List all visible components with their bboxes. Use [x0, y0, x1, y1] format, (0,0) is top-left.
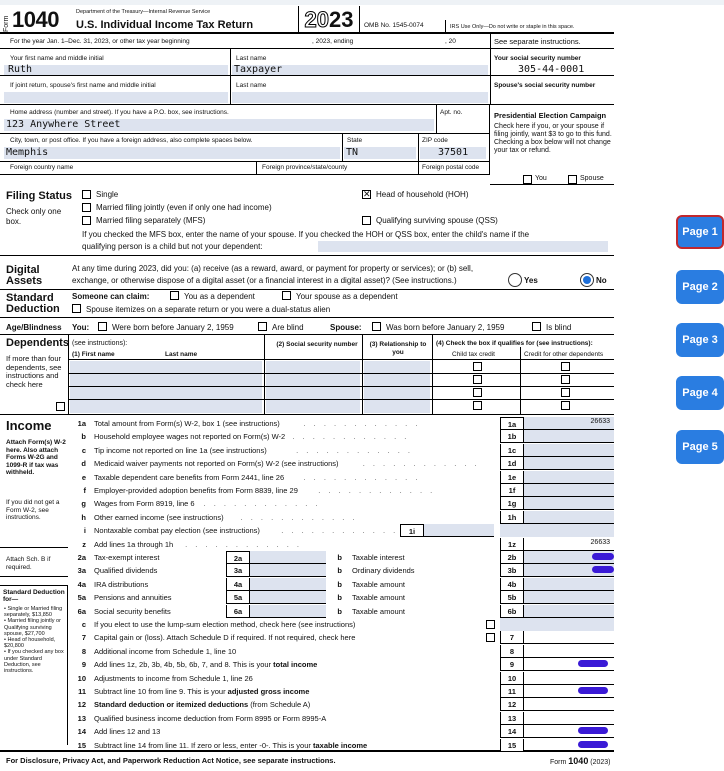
line-number: z	[82, 539, 86, 549]
leader-dots: . . . . . . . . . . . .	[292, 432, 410, 442]
single-label: Single	[96, 190, 119, 199]
capital-gain-checkbox[interactable]	[486, 633, 495, 642]
dep1-odc-checkbox[interactable]	[561, 362, 570, 371]
line-text: Adjustments to income from Schedule 1, line 26	[94, 673, 253, 683]
line-description: Add lines 1a through 1h	[94, 539, 174, 549]
line-amount[interactable]	[524, 497, 614, 510]
dep-ssn-fields[interactable]	[266, 361, 360, 413]
dep-name-fields[interactable]	[70, 361, 262, 413]
first-name-field[interactable]: Ruth	[8, 64, 33, 75]
digital-title-1: Digital	[6, 264, 40, 276]
line-box-label: 7	[500, 631, 524, 644]
zip-label: ZIP code	[422, 137, 448, 144]
dep1-ctc-checkbox[interactable]	[473, 362, 482, 371]
line-box-label: 6b	[500, 605, 524, 618]
line-number: 2a	[77, 553, 86, 562]
line-amount[interactable]	[250, 564, 326, 577]
dep-col-last: Last name	[165, 351, 198, 358]
pec-spouse-label: Spouse	[580, 175, 604, 182]
redacted-value	[578, 741, 608, 748]
page-3-button[interactable]: Page 3	[676, 323, 724, 357]
age-blind-title: Age/Blindness	[6, 323, 62, 332]
line-box-label: 14	[500, 725, 524, 738]
spouse-itemizes-checkbox[interactable]	[72, 304, 81, 313]
form-word: Form	[3, 15, 10, 32]
city-field[interactable]: Memphis	[6, 147, 49, 158]
single-checkbox[interactable]	[82, 190, 91, 199]
redacted-value	[592, 566, 614, 573]
you-born-label: Were born before January 2, 1959	[112, 323, 234, 332]
digital-no-label: No	[596, 276, 607, 285]
you-dependent-label: You as a dependent	[184, 292, 255, 301]
line-amount[interactable]	[250, 605, 326, 618]
line-description: Taxable amount	[352, 593, 405, 603]
line-amount[interactable]	[524, 712, 614, 725]
line-box-label: 5b	[500, 591, 524, 604]
line-number: 9	[81, 660, 86, 670]
line-amount[interactable]	[524, 591, 614, 604]
std-deduction-note	[0, 585, 68, 745]
line-description	[94, 633, 355, 642]
mfs-checkbox[interactable]	[82, 216, 91, 225]
line-description: Social security benefits	[94, 606, 171, 616]
pec-you-checkbox[interactable]	[523, 175, 532, 184]
line-number: 11	[78, 687, 86, 696]
footer-form-prefix: Form	[550, 759, 567, 766]
lump-sum-checkbox[interactable]	[486, 620, 495, 629]
line-box-label: 9	[500, 658, 524, 671]
line-amount[interactable]	[250, 551, 326, 564]
spouse-row	[0, 76, 614, 105]
line-number: 10	[77, 673, 86, 683]
tax-year	[298, 6, 360, 34]
line-emphasis: Standard deduction or itemized deductions	[94, 700, 249, 710]
line-amount[interactable]: 26633	[524, 417, 614, 430]
mfj-label: Married filing jointly (even if only one had income)	[96, 203, 272, 212]
leader-dots: . . . . . . . . . . . .	[362, 459, 480, 469]
spouse-dependent-checkbox[interactable]	[282, 291, 291, 300]
presidential-campaign	[490, 105, 614, 185]
ssn-field[interactable]: 305-44-0001	[518, 64, 585, 75]
line-description: Nontaxable combat pay election (see instructions)	[94, 526, 260, 536]
last-name-field[interactable]: Taxpayer	[234, 64, 283, 75]
line-sub-letter: b	[337, 606, 342, 616]
line-number: 7	[81, 633, 86, 643]
shaded-gap	[500, 618, 614, 631]
line-description: Taxable amount	[352, 579, 405, 589]
line-box-label: 4b	[500, 578, 524, 591]
std-note-title: Standard Deduction for—	[3, 589, 65, 603]
age-you-label: You:	[72, 323, 90, 332]
line-description: Taxable interest	[352, 553, 405, 562]
line-amount[interactable]	[524, 605, 614, 618]
leader-dots: . . . . . . . . . . . .	[303, 472, 421, 482]
foreign-country-label: Foreign country name	[10, 164, 74, 171]
state-label: State	[347, 137, 363, 144]
line-1i-box: 1i	[400, 524, 424, 537]
mfs-label: Married filing separately (MFS)	[96, 216, 206, 225]
hoh-checkbox[interactable]	[362, 190, 371, 199]
line-number: d	[81, 459, 86, 469]
line-description: Tip income not reported on line 1a (see instructions)	[94, 445, 267, 455]
line-box-label: 1c	[500, 444, 524, 457]
department-label: Department of the Treasury—Internal Revenue Service	[76, 9, 211, 15]
line-description	[94, 727, 160, 736]
line-description: Household employee wages not reported on Form(s) W-2	[94, 432, 286, 442]
std-title-1: Standard	[6, 292, 54, 304]
leader-dots: . . . . . . . . . . . .	[303, 419, 421, 428]
line-box-label: 15	[500, 739, 524, 752]
redacted-value	[578, 687, 608, 694]
line-box-label: 11	[500, 685, 524, 698]
footer-notice: For Disclosure, Privacy Act, and Paperwork Reduction Act Notice, see separate instructions.	[6, 756, 336, 765]
someone-can-claim: Someone can claim:	[72, 292, 150, 301]
schb-note	[0, 547, 68, 577]
schb-text: Attach Sch. B if required.	[6, 556, 51, 571]
form-header	[0, 4, 614, 34]
leader-dots: . . . . . . . . . . . .	[185, 539, 303, 549]
line-amount[interactable]	[524, 698, 614, 711]
line-amount[interactable]	[250, 578, 326, 591]
foreign-postal-label: Foreign postal code	[422, 164, 480, 171]
line-description	[94, 660, 317, 669]
dep2-ctc-checkbox[interactable]	[473, 375, 482, 384]
dep-col-first: (1) First name	[72, 351, 115, 358]
see-separate-label: See separate instructions.	[494, 37, 581, 46]
line-sub-letter: b	[337, 566, 342, 576]
line-box-label: 1f	[500, 484, 524, 497]
line-text: Qualified business income deduction from Form 8995 or Form 8995-A	[94, 713, 327, 723]
dependents-title: Dependents	[6, 337, 69, 349]
redacted-value	[592, 553, 614, 560]
line-description: Tax-exempt interest	[94, 553, 160, 562]
digital-yes-radio[interactable]	[508, 273, 522, 287]
line-number: 5a	[77, 593, 86, 603]
more-dependents-checkbox[interactable]	[56, 402, 65, 411]
digital-no-radio[interactable]	[580, 273, 594, 287]
line-amount[interactable]	[250, 591, 326, 604]
ending-label: , 2023, ending	[312, 38, 354, 45]
line-text: If you elect to use the lump-sum election method, check here (see instructions)	[94, 620, 356, 629]
line-amount[interactable]	[524, 444, 614, 457]
line-box-label: 5a	[226, 591, 250, 604]
year-prefix: 20	[304, 7, 329, 32]
income-title: Income	[6, 418, 52, 433]
line-amount[interactable]: 26633	[524, 538, 614, 551]
spouse-blind-label: Is blind	[546, 323, 572, 332]
line-box-label: 2a	[226, 551, 250, 564]
line-amount[interactable]	[524, 471, 614, 484]
omb-number: OMB No. 1545-0074	[364, 22, 424, 29]
line-number: b	[81, 432, 86, 442]
spouse-blind-checkbox[interactable]	[532, 322, 541, 331]
zip-field[interactable]: 37501	[438, 147, 469, 158]
tax-year-row	[0, 34, 614, 49]
line-amount[interactable]	[524, 484, 614, 497]
line-description: Ordinary dividends	[352, 566, 415, 576]
line-box-label: 3b	[500, 564, 524, 577]
state-field[interactable]: TN	[346, 147, 359, 158]
std-note-items: • Single or Married filing separately, $13,850 • Married filing jointly or Qualifying surviving spouse, $27,700 • Head of household, $20,800 • If you checked any box under Standard Deduction, see instructions.	[4, 606, 64, 675]
line-1i-amount[interactable]	[424, 524, 494, 537]
line-box-label: 1b	[500, 430, 524, 443]
line-text: Subtract line 10 from line 9. This is your	[94, 687, 228, 696]
line-box-label: 3a	[226, 564, 250, 577]
no-w2-text: If you did not get a Form W-2, see instructions.	[6, 499, 60, 521]
attach-w2-text: Attach Form(s) W-2 here. Also attach Forms W-2G and 1099-R if tax was withheld.	[6, 439, 66, 476]
line-description	[94, 620, 355, 629]
pec-text: Check here if you, or your spouse if filing jointly, want $3 to go to this fund. Checking a box below will not change your tax or refund.	[494, 123, 612, 154]
line-description: Employer-provided adoption benefits from Form 8839, line 29	[94, 486, 298, 495]
tax-year-label: For the year Jan. 1–Dec. 31, 2023, or other tax year beginning	[10, 38, 190, 45]
you-born-checkbox[interactable]	[98, 322, 107, 331]
line-amount[interactable]	[524, 457, 614, 470]
comma-20-label: , 20	[445, 38, 456, 45]
line-description	[94, 714, 326, 723]
line-number: 14	[77, 727, 86, 737]
line-text: Add lines 1z, 2b, 3b, 4b, 5b, 6b, 7, and 8. This is your	[94, 660, 274, 670]
line-number: 6a	[77, 606, 86, 616]
filing-status-subtitle: Check only one box.	[6, 207, 62, 226]
line-amount[interactable]	[524, 631, 614, 644]
pec-title: Presidential Election Campaign	[494, 111, 607, 120]
spouse-dependent-label: Your spouse as a dependent	[296, 292, 398, 301]
line-amount[interactable]	[524, 672, 614, 685]
line-description: IRA distributions	[94, 579, 149, 589]
line-box-label: 1z	[500, 538, 524, 551]
line-box-label: 13	[500, 712, 524, 725]
filing-status-section	[0, 185, 614, 256]
dep-col-check: (4) Check the box if qualifies for (see instructions):	[436, 340, 593, 347]
digital-yes-label: Yes	[524, 276, 538, 285]
line-number: c	[81, 620, 86, 629]
line-description: Medicaid waiver payments not reported on Form(s) W-2 (see instructions)	[94, 459, 339, 469]
leader-dots: . . . . . . . . . . . .	[281, 526, 399, 536]
first-name-label: Your first name and middle initial	[10, 55, 104, 62]
line-box-label: 2b	[500, 551, 524, 564]
line-number: f	[83, 486, 86, 495]
dependents-section	[0, 335, 614, 415]
line-description: Taxable amount	[352, 606, 405, 616]
line-number: 8	[81, 646, 86, 656]
shaded-gap	[500, 524, 614, 537]
line-description: Other earned income (see instructions)	[94, 512, 224, 522]
line-number: 1a	[77, 419, 86, 428]
dep2-odc-checkbox[interactable]	[561, 375, 570, 384]
line-number: e	[81, 472, 86, 482]
digital-text-1: At any time during 2023, did you: (a) receive (as a reward, award, or payment for property or services); or (b) sell,	[72, 264, 474, 273]
line-description: Qualified dividends	[94, 566, 158, 576]
dependents-see: (see instructions):	[72, 340, 128, 347]
spouse-name-label: If joint return, spouse's first name and middle initial	[10, 82, 156, 89]
city-label: City, town, or post office. If you have a foreign address, also complete spaces below.	[10, 137, 253, 144]
std-title-2: Deduction	[6, 303, 60, 315]
line-emphasis: taxable income	[312, 740, 368, 750]
qss-label: Qualifying surviving spouse (QSS)	[376, 216, 498, 225]
line-sub-letter: b	[337, 579, 342, 589]
line-number: 4a	[77, 579, 86, 589]
line-text: Capital gain or (loss). Attach Schedule D if required. If not required, check here	[94, 633, 356, 643]
line-box-label: 1a	[500, 417, 524, 430]
redacted-value	[578, 727, 608, 734]
line-number: g	[81, 499, 86, 509]
you-blind-checkbox[interactable]	[258, 322, 267, 331]
line-box-label: 1d	[500, 457, 524, 470]
line-description	[94, 687, 309, 696]
page-4-button[interactable]: Page 4	[676, 376, 724, 410]
line-sub-letter: b	[337, 553, 342, 562]
spouse-last-label: Last name	[236, 82, 267, 89]
line-number: i	[83, 526, 86, 536]
form-title: U.S. Individual Income Tax Return	[76, 19, 254, 31]
qualifying-child-field[interactable]	[318, 241, 608, 252]
qss-checkbox[interactable]	[362, 216, 371, 225]
form-number: 1040	[12, 7, 59, 32]
filing-note-1: If you checked the MFS box, enter the name of your spouse. If you checked the HOH or QSS box, enter the child's name if the	[82, 230, 530, 239]
pec-you-label: You	[535, 175, 547, 182]
line-text: Additional income from Schedule 1, line 10	[94, 646, 237, 656]
line-amount[interactable]	[524, 430, 614, 443]
filing-status-title: Filing Status	[6, 190, 72, 202]
page-2-button[interactable]: Page 2	[676, 270, 724, 304]
last-name-label: Last name	[236, 55, 267, 62]
dep4-odc-checkbox[interactable]	[561, 401, 570, 410]
footer-form-num: 1040	[568, 756, 589, 766]
you-dependent-checkbox[interactable]	[170, 291, 179, 300]
line-description	[94, 700, 310, 709]
income-section	[0, 415, 614, 752]
you-blind-label: Are blind	[272, 323, 304, 332]
leader-dots: . . . . . . . . . . . .	[203, 499, 321, 509]
line-amount[interactable]	[524, 578, 614, 591]
apt-label: Apt. no.	[440, 109, 463, 116]
spouse-born-checkbox[interactable]	[372, 322, 381, 331]
irs-use-only: IRS Use Only—Do not write or staple in this space.	[445, 20, 574, 34]
line-description	[94, 741, 367, 750]
line-number: 15	[77, 740, 86, 750]
name-row	[0, 49, 614, 76]
redacted-value	[578, 660, 608, 667]
age-spouse-label: Spouse:	[330, 323, 362, 332]
hoh-label: Head of household (HOH)	[376, 190, 469, 199]
line-box-label: 12	[500, 698, 524, 711]
spouse-born-label: Was born before January 2, 1959	[386, 323, 505, 332]
standard-deduction-section	[0, 290, 614, 318]
filing-note-2: qualifying person is a child but not your dependent:	[82, 242, 263, 251]
line-description: Taxable dependent care benefits from Form 2441, line 26	[94, 472, 285, 482]
spouse-itemizes-label: Spouse itemizes on a separate return or you were a dual-status alien	[86, 305, 331, 314]
line-box-label: 1g	[500, 497, 524, 510]
line-emphasis: total income	[273, 660, 318, 670]
mfj-checkbox[interactable]	[82, 203, 91, 212]
dependents-more-text: If more than four dependents, see instructions and check here	[6, 354, 62, 389]
leader-dots: . . . . . . . . . . . .	[240, 512, 358, 522]
dep-col-ctc: Child tax credit	[452, 351, 495, 358]
page-5-button[interactable]: Page 5	[676, 430, 724, 464]
spouse-ssn-label: Spouse's social security number	[494, 82, 596, 89]
dep-col-odc: Credit for other dependents	[524, 351, 604, 358]
address-block	[0, 105, 490, 175]
digital-assets-section	[0, 256, 614, 290]
dep3-odc-checkbox[interactable]	[561, 388, 570, 397]
line-emphasis: adjusted gross income	[227, 687, 310, 696]
footer-form-year: (2023)	[590, 759, 611, 766]
line-number: 13	[77, 713, 86, 723]
dep3-ctc-checkbox[interactable]	[473, 388, 482, 397]
line-box-label: 10	[500, 672, 524, 685]
line-number: c	[81, 445, 86, 455]
line-box-label: 1h	[500, 511, 524, 524]
year-suffix: 23	[329, 7, 354, 32]
line-box-label: 8	[500, 645, 524, 658]
line-number: 3a	[77, 566, 86, 576]
line-description: Pensions and annuities	[94, 593, 172, 603]
address-field[interactable]: 123 Anywhere Street	[6, 119, 121, 130]
page-1-button[interactable]: Page 1	[676, 215, 724, 249]
foreign-province-label: Foreign province/state/county	[262, 164, 348, 171]
line-description	[94, 674, 253, 683]
digital-title-2: Assets	[6, 275, 43, 287]
line-box-label: 4a	[226, 578, 250, 591]
line-text-after: (from Schedule A)	[248, 700, 311, 710]
line-number: h	[81, 512, 86, 522]
line-text: Add lines 12 and 13	[94, 727, 161, 737]
line-text: Subtract line 14 from line 11. If zero or less, enter -0-. This is your	[94, 740, 313, 750]
address-label: Home address (number and street). If you have a P.O. box, see instructions.	[10, 109, 229, 116]
dep-col-relationship: (3) Relationship to you	[369, 341, 427, 356]
pec-spouse-checkbox[interactable]	[568, 175, 577, 184]
age-blindness-section	[0, 318, 614, 335]
line-amount[interactable]	[524, 511, 614, 524]
line-description: Total amount from Form(s) W-2, box 1 (see instructions)	[94, 419, 280, 428]
leader-dots: . . . . . . . . . . . .	[296, 445, 414, 455]
dep-col-ssn: (2) Social security number	[276, 341, 358, 348]
line-amount[interactable]	[524, 645, 614, 658]
ssn-label: Your social security number	[494, 55, 581, 62]
line-number: 12	[77, 700, 86, 710]
line-description	[94, 647, 236, 656]
dep-relationship-fields[interactable]	[364, 361, 430, 413]
line-box-label: 6a	[226, 605, 250, 618]
digital-text-2: exchange, or otherwise dispose of a digital asset (or a financial interest in a digital asset)? (See instructions.)	[72, 276, 457, 285]
leader-dots: . . . . . . . . . . . .	[318, 486, 436, 495]
line-box-label: 1e	[500, 471, 524, 484]
dep4-ctc-checkbox[interactable]	[473, 401, 482, 410]
line-description: Wages from Form 8919, line 6	[94, 499, 195, 509]
footer-form-label	[550, 756, 611, 766]
line-sub-letter: b	[337, 593, 342, 603]
